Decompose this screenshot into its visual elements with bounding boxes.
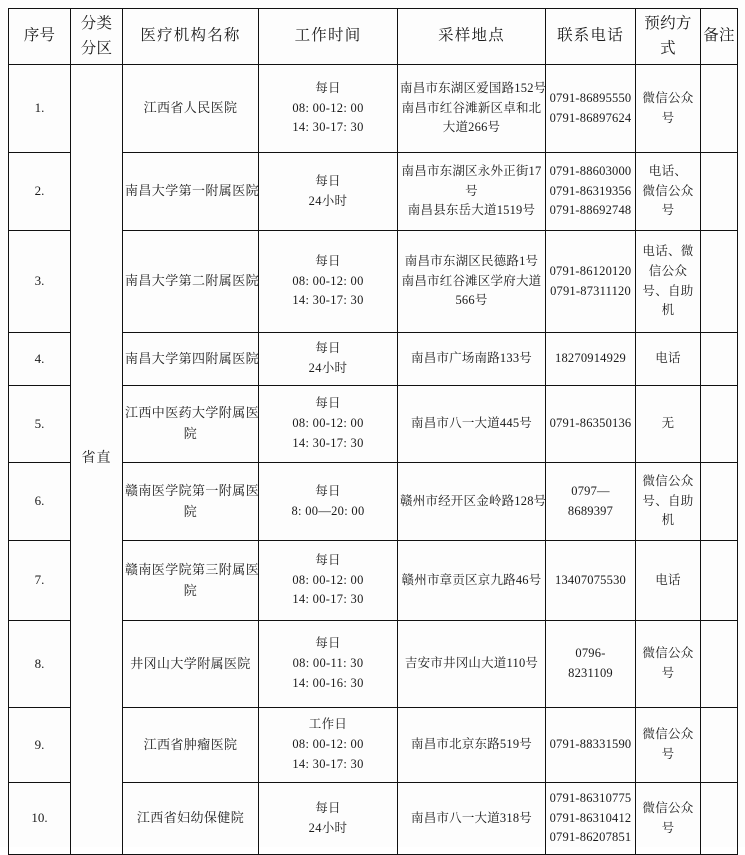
working-hours-line: 每日 [315, 253, 341, 268]
cell-booking-method [636, 783, 701, 855]
cell-sampling-site [398, 333, 546, 386]
cell-remarks [701, 153, 738, 231]
cell-phone [546, 386, 636, 463]
sampling-site-line: 南昌市广场南路133号 [411, 351, 532, 366]
working-hours-line: 14: 30-17: 30 [292, 293, 364, 308]
booking-method-line: 微信公众 [642, 727, 694, 742]
cell-booking-method [636, 153, 701, 231]
booking-method-line: 微信公众 [642, 646, 694, 661]
cell-seq: 6. [9, 463, 71, 541]
cell-seq: 7. [9, 541, 71, 621]
working-hours-line: 14: 30-17: 30 [292, 756, 364, 771]
working-hours-line: 14: 30-17: 30 [292, 435, 364, 450]
institution-name-line: 江西省肿瘤医院 [143, 736, 238, 752]
working-hours-line: 14: 00-17: 30 [292, 592, 364, 607]
column-header-institution-name: 医疗机构名称 [123, 9, 259, 65]
cell-sampling-site [398, 65, 546, 153]
phone-line: 18270914929 [555, 351, 626, 366]
sampling-sites-table [8, 8, 738, 855]
phone-line: 0791-86310775 [549, 790, 632, 805]
phone-line: 0791-86895550 [549, 90, 632, 105]
cell-institution-name [123, 621, 259, 708]
sampling-site-line: 南昌市东湖区爱国路152号 [400, 80, 547, 95]
cell-remarks [701, 386, 738, 463]
column-header-sampling-site: 采样地点 [398, 9, 546, 65]
column-header-remarks: 备注 [701, 9, 738, 65]
working-hours-line: 每日 [315, 396, 341, 411]
phone-line: 8231109 [568, 666, 613, 680]
booking-method-line: 信公众 [648, 263, 688, 278]
cell-booking-method [636, 333, 701, 386]
sampling-site-line: 赣州市章贡区京九路46号 [401, 572, 542, 587]
sampling-site-line: 南昌市北京东路519号 [411, 737, 532, 752]
cell-phone [546, 463, 636, 541]
cell-remarks [701, 783, 738, 855]
cell-sampling-site [398, 621, 546, 708]
institution-name-line: 南昌大学第四附属医院 [125, 350, 260, 366]
header-row [9, 9, 738, 65]
cell-sampling-site [398, 541, 546, 621]
institution-name-line: 赣南医学院第三附属医 [125, 561, 260, 577]
booking-method-line: 号 [661, 666, 675, 680]
institution-name-line: 南昌大学第一附属医院 [125, 183, 260, 199]
sampling-site-line: 南昌市东湖区民德路1号 [404, 253, 539, 268]
working-hours-line: 08: 00-11: 30 [292, 656, 364, 671]
booking-method-line: 机 [661, 513, 675, 528]
sampling-site-line: 南昌市红谷滩区学府大道 [401, 273, 542, 288]
working-hours-line: 24小时 [308, 193, 348, 208]
cell-remarks [701, 621, 738, 708]
sampling-site-line: 南昌市八一大道445号 [411, 416, 532, 431]
phone-line: 0791-86897624 [549, 110, 632, 125]
cell-institution-name [123, 65, 259, 153]
working-hours-line: 08: 00-12: 00 [292, 273, 364, 288]
cell-remarks [701, 333, 738, 386]
cell-seq: 8. [9, 621, 71, 708]
working-hours-line: 8: 00—20: 00 [291, 503, 365, 518]
working-hours-line: 每日 [315, 483, 341, 498]
sampling-site-line: 南昌市八一大道318号 [411, 810, 532, 825]
cell-booking-method [636, 386, 701, 463]
booking-method-line: 无 [661, 416, 675, 431]
booking-method-line: 号 [661, 203, 675, 218]
booking-method-line: 微信公众 [642, 183, 694, 198]
cell-category-province-direct: 省直 [71, 65, 123, 855]
booking-method-line: 号 [661, 820, 675, 835]
phone-line: 0791-86207851 [549, 830, 632, 845]
cell-booking-method [636, 231, 701, 333]
working-hours-line: 每日 [315, 552, 341, 567]
working-hours-line: 每日 [315, 800, 341, 815]
cell-remarks [701, 708, 738, 783]
cell-institution-name [123, 708, 259, 783]
booking-method-line: 号 [661, 110, 675, 125]
cell-working-hours [259, 231, 398, 333]
booking-method-line: 电话、 [648, 163, 688, 178]
cell-remarks [701, 541, 738, 621]
working-hours-line: 每日 [315, 341, 341, 356]
booking-method-line: 微信公众 [642, 800, 694, 815]
phone-line: 8689397 [567, 503, 614, 518]
sampling-site-line: 南昌市红谷滩新区卓和北 [401, 100, 542, 115]
cell-seq: 9. [9, 708, 71, 783]
cell-seq: 3. [9, 231, 71, 333]
cell-institution-name [123, 463, 259, 541]
cell-phone [546, 333, 636, 386]
phone-line: 0791-86120120 [549, 263, 632, 278]
institution-name-line: 院 [183, 426, 198, 441]
booking-method-line: 号、自助 [642, 493, 694, 508]
cell-working-hours [259, 153, 398, 231]
cell-booking-method [636, 708, 701, 783]
column-header-seq: 序号 [9, 9, 71, 65]
working-hours-line: 每日 [315, 636, 341, 651]
phone-line: 0791-86310412 [549, 810, 632, 825]
working-hours-line: 工作日 [308, 717, 348, 732]
cell-booking-method [636, 541, 701, 621]
cell-institution-name [123, 783, 259, 855]
cell-seq: 2. [9, 153, 71, 231]
cell-phone [546, 231, 636, 333]
cell-institution-name [123, 153, 259, 231]
cell-phone [546, 153, 636, 231]
institution-name-line: 江西省人民医院 [143, 100, 238, 116]
phone-line: 0791-87311120 [550, 283, 631, 298]
cell-working-hours [259, 333, 398, 386]
cell-booking-method [636, 463, 701, 541]
working-hours-line: 24小时 [308, 820, 348, 835]
institution-name-line: 赣南医学院第一附属医 [125, 482, 260, 498]
working-hours-line: 24小时 [308, 361, 348, 375]
phone-line: 0791-88331590 [549, 737, 632, 752]
cell-institution-name [123, 541, 259, 621]
cell-sampling-site [398, 463, 546, 541]
institution-name-line: 江西中医药大学附属医 [125, 405, 260, 421]
cell-seq: 1. [9, 65, 71, 153]
cell-seq: 10. [9, 783, 71, 855]
cell-institution-name [123, 386, 259, 463]
booking-method-line: 电话 [655, 351, 681, 366]
booking-method-line: 机 [661, 303, 675, 318]
booking-method-line: 号 [661, 747, 675, 761]
cell-booking-method [636, 621, 701, 708]
cell-working-hours [259, 783, 398, 855]
phone-line: 0791-86350136 [549, 416, 632, 431]
working-hours-line: 每日 [315, 173, 341, 188]
phone-line: 0791-86319356 [549, 183, 632, 198]
phone-line: 13407075530 [555, 572, 626, 587]
institution-name-line: 院 [183, 503, 198, 519]
sampling-site-line: 赣州市经开区金岭路128号 [400, 493, 547, 508]
cell-phone [546, 783, 636, 855]
phone-line: 0796- [575, 646, 606, 661]
table-header [9, 9, 738, 65]
booking-method-line: 电话、微 [642, 244, 694, 258]
cell-working-hours [259, 65, 398, 153]
cell-seq: 5. [9, 386, 71, 463]
institution-name-line: 江西省妇幼保健院 [136, 810, 245, 826]
cell-sampling-site [398, 386, 546, 463]
cell-working-hours [259, 386, 398, 463]
booking-method-line: 电话 [655, 572, 681, 587]
working-hours-line: 08: 00-12: 00 [292, 416, 364, 431]
column-header-phone: 联系电话 [546, 9, 636, 65]
sampling-site-line: 南昌县东岳大道1519号 [407, 203, 536, 218]
cell-phone [546, 65, 636, 153]
institution-name-line: 南昌大学第二附属医院 [125, 273, 260, 289]
booking-method-line: 微信公众 [642, 473, 694, 488]
sampling-site-line: 566号 [455, 293, 488, 308]
cell-sampling-site [398, 153, 546, 231]
column-header-working-hours: 工作时间 [259, 9, 398, 65]
working-hours-line: 08: 00-12: 00 [292, 100, 364, 115]
sampling-site-line: 南昌市东湖区永外正街17 [401, 163, 542, 178]
table-row [9, 65, 738, 153]
working-hours-line: 08: 00-12: 00 [292, 737, 364, 752]
phone-line: 0791-88603000 [549, 163, 632, 178]
cell-institution-name [123, 333, 259, 386]
sampling-site-line: 大道266号 [442, 120, 501, 135]
cell-phone [546, 541, 636, 621]
booking-method-line: 号、自助 [642, 283, 694, 298]
cell-sampling-site [398, 783, 546, 855]
cell-institution-name [123, 231, 259, 333]
working-hours-line: 14: 30-17: 30 [292, 120, 364, 135]
cell-remarks [701, 231, 738, 333]
cell-phone [546, 708, 636, 783]
cell-remarks [701, 463, 738, 541]
booking-method-line: 微信公众 [642, 90, 694, 105]
working-hours-line: 14: 00-16: 30 [292, 675, 364, 690]
cell-working-hours [259, 541, 398, 621]
sampling-site-line: 吉安市井冈山大道110号 [404, 656, 539, 671]
cell-working-hours [259, 463, 398, 541]
phone-line: 0791-88692748 [549, 203, 632, 218]
cell-remarks [701, 65, 738, 153]
cell-working-hours [259, 708, 398, 783]
cell-sampling-site [398, 231, 546, 333]
cell-working-hours [259, 621, 398, 708]
phone-line: 0797— [571, 483, 610, 498]
institution-name-line: 院 [183, 582, 198, 598]
cell-sampling-site [398, 708, 546, 783]
table-body [9, 65, 738, 855]
cell-seq: 4. [9, 333, 71, 386]
column-header-booking-method: 预约方式 [636, 9, 701, 65]
working-hours-line: 08: 00-12: 00 [292, 572, 364, 587]
sampling-site-line: 号 [465, 183, 478, 198]
cell-phone [546, 621, 636, 708]
working-hours-line: 每日 [315, 80, 341, 95]
institution-name-line: 井冈山大学附属医院 [130, 655, 251, 671]
cell-booking-method [636, 65, 701, 153]
column-header-category: 分类分区 [71, 9, 123, 65]
